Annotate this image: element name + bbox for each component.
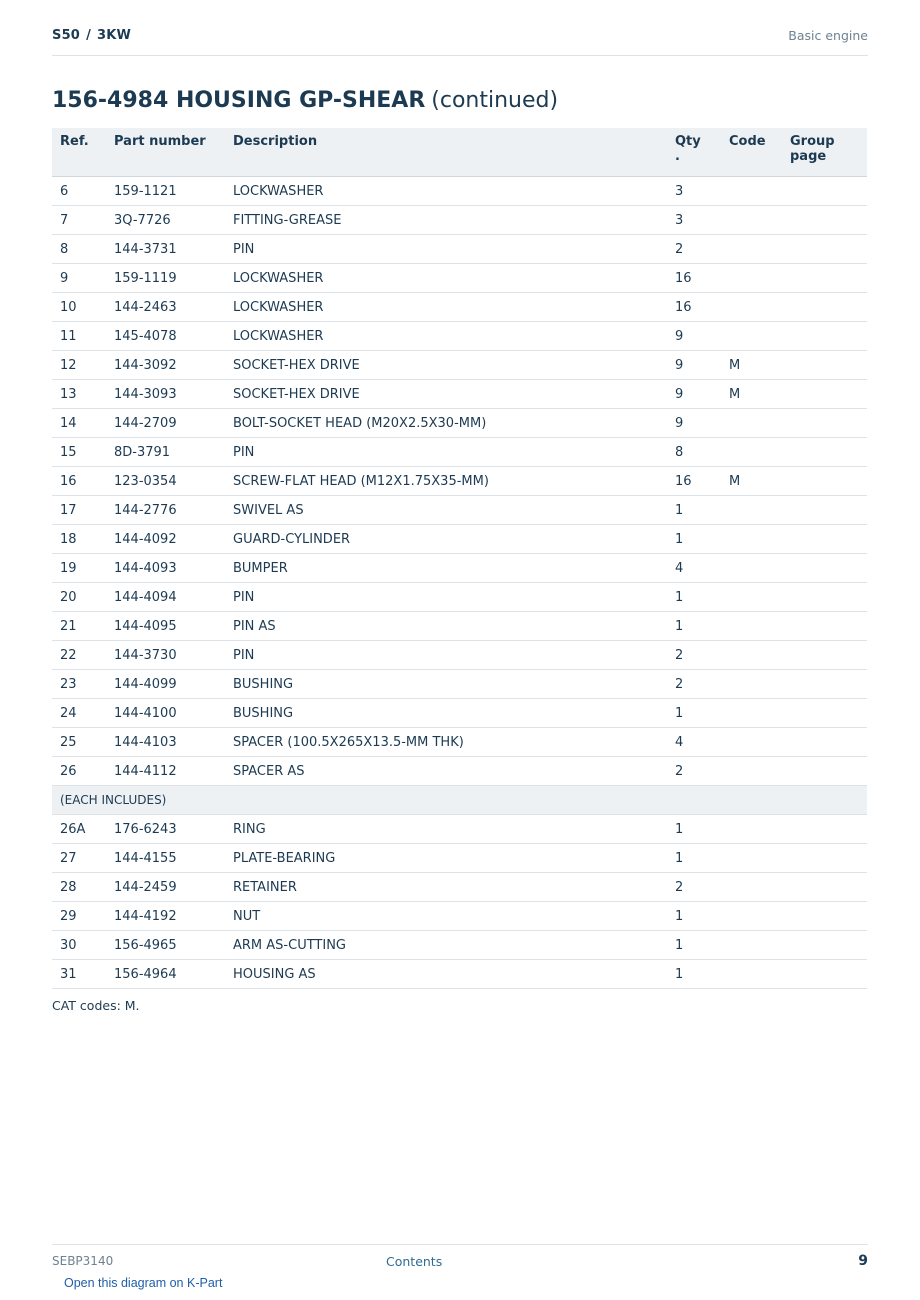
cell-part-number: 156-4965 (106, 931, 225, 960)
cell-part-number: 144-3093 (106, 380, 225, 409)
table-row (52, 815, 867, 844)
cell-code (721, 496, 782, 525)
cell-code (721, 525, 782, 554)
cell-code (721, 264, 782, 293)
title-suffix: (continued) (431, 88, 559, 113)
parts-table (52, 128, 867, 989)
cell-code (721, 583, 782, 612)
cell-part-number: 144-4099 (106, 670, 225, 699)
cell-qty: 4 (667, 554, 721, 583)
cell-code (721, 670, 782, 699)
table-row (52, 380, 867, 409)
cell-description: SWIVEL AS (225, 496, 667, 525)
cell-part-number: 144-4100 (106, 699, 225, 728)
table-row (52, 844, 867, 873)
cell-group-page (782, 699, 867, 728)
cell-qty: 9 (667, 409, 721, 438)
cell-ref: 26 (52, 757, 106, 786)
col-header-qty-label: Qty . (675, 134, 701, 164)
cell-ref: 29 (52, 902, 106, 931)
table-row (52, 931, 867, 960)
cell-group-page (782, 728, 867, 757)
cell-group-page (782, 177, 867, 206)
cell-code (721, 293, 782, 322)
cell-qty: 9 (667, 380, 721, 409)
table-row (52, 322, 867, 351)
cell-part-number: 8D-3791 (106, 438, 225, 467)
cell-part-number: 144-4092 (106, 525, 225, 554)
cell-description: ARM AS-CUTTING (225, 931, 667, 960)
cell-group-page (782, 409, 867, 438)
cell-qty: 2 (667, 873, 721, 902)
cell-description: RETAINER (225, 873, 667, 902)
page-title (52, 88, 558, 113)
cell-ref: 9 (52, 264, 106, 293)
cell-part-number: 144-2463 (106, 293, 225, 322)
subgroup-header-row (52, 786, 867, 815)
cell-code (721, 815, 782, 844)
table-row (52, 757, 867, 786)
cell-code (721, 554, 782, 583)
cell-part-number: 144-3092 (106, 351, 225, 380)
cell-ref: 16 (52, 467, 106, 496)
table-row (52, 873, 867, 902)
col-header-part-number: Part number (106, 128, 225, 177)
cell-code (721, 873, 782, 902)
cell-group-page (782, 496, 867, 525)
cell-code (721, 699, 782, 728)
cell-description: SOCKET-HEX DRIVE (225, 351, 667, 380)
cell-group-page (782, 351, 867, 380)
cell-qty: 1 (667, 699, 721, 728)
cell-part-number: 144-3731 (106, 235, 225, 264)
cell-description: BUSHING (225, 670, 667, 699)
cell-group-page (782, 322, 867, 351)
cell-description: PIN (225, 438, 667, 467)
cell-description: LOCKWASHER (225, 293, 667, 322)
cell-description: PIN (225, 583, 667, 612)
cell-ref: 11 (52, 322, 106, 351)
cell-description: BUMPER (225, 554, 667, 583)
model-serial (52, 28, 131, 43)
cell-qty: 9 (667, 322, 721, 351)
cell-code (721, 844, 782, 873)
cell-part-number: 123-0354 (106, 467, 225, 496)
cell-description: PLATE-BEARING (225, 844, 667, 873)
cell-part-number: 144-2459 (106, 873, 225, 902)
cell-qty: 16 (667, 467, 721, 496)
cell-group-page (782, 235, 867, 264)
cell-qty: 2 (667, 670, 721, 699)
cell-code (721, 235, 782, 264)
cell-ref: 28 (52, 873, 106, 902)
table-header-row (52, 128, 867, 177)
cell-part-number: 144-4192 (106, 902, 225, 931)
cell-qty: 1 (667, 525, 721, 554)
cell-description: LOCKWASHER (225, 264, 667, 293)
cell-part-number: 144-2776 (106, 496, 225, 525)
cell-ref: 17 (52, 496, 106, 525)
cell-ref: 21 (52, 612, 106, 641)
cell-code (721, 206, 782, 235)
cell-group-page (782, 525, 867, 554)
cell-qty: 2 (667, 641, 721, 670)
cell-part-number: 3Q-7726 (106, 206, 225, 235)
cell-part-number: 159-1121 (106, 177, 225, 206)
cell-ref: 12 (52, 351, 106, 380)
cell-code (721, 438, 782, 467)
cell-description: SOCKET-HEX DRIVE (225, 380, 667, 409)
cell-group-page (782, 902, 867, 931)
cell-code: M (721, 380, 782, 409)
cell-code (721, 757, 782, 786)
cell-part-number: 144-4103 (106, 728, 225, 757)
parts-rows-main (52, 177, 867, 786)
cell-qty: 1 (667, 496, 721, 525)
parts-subgroup (52, 786, 867, 815)
cell-group-page (782, 206, 867, 235)
col-header-code: Code (721, 128, 782, 177)
cell-description: BUSHING (225, 699, 667, 728)
cell-group-page (782, 844, 867, 873)
cell-ref: 13 (52, 380, 106, 409)
cell-part-number: 144-4094 (106, 583, 225, 612)
cell-qty: 1 (667, 902, 721, 931)
cell-description: SCREW-FLAT HEAD (M12X1.75X35-MM) (225, 467, 667, 496)
cell-ref: 22 (52, 641, 106, 670)
cell-ref: 30 (52, 931, 106, 960)
table-row (52, 902, 867, 931)
model-separator: / (86, 28, 92, 43)
table-row (52, 177, 867, 206)
model-name: S50 (52, 28, 81, 43)
cell-group-page (782, 815, 867, 844)
cell-description: GUARD-CYLINDER (225, 525, 667, 554)
cell-part-number: 156-4964 (106, 960, 225, 989)
cell-ref: 25 (52, 728, 106, 757)
cell-code (721, 322, 782, 351)
open-diagram-kpart-link[interactable]: Open this diagram on K-Part (64, 1276, 223, 1290)
table-row (52, 264, 867, 293)
table-row (52, 496, 867, 525)
table-row (52, 206, 867, 235)
cell-group-page (782, 612, 867, 641)
cell-part-number: 144-4112 (106, 757, 225, 786)
table-row (52, 293, 867, 322)
col-header-group-page-label: Group page (790, 134, 835, 164)
table-row (52, 583, 867, 612)
part-group-title: 156-4984 HOUSING GP-SHEAR (52, 88, 426, 113)
cell-part-number: 159-1119 (106, 264, 225, 293)
cell-ref: 24 (52, 699, 106, 728)
table-row (52, 728, 867, 757)
table-row (52, 641, 867, 670)
cell-qty: 1 (667, 583, 721, 612)
cell-ref: 26A (52, 815, 106, 844)
cell-qty: 2 (667, 757, 721, 786)
cell-description: FITTING-GREASE (225, 206, 667, 235)
cell-description: PIN (225, 641, 667, 670)
table-row (52, 409, 867, 438)
cell-code (721, 409, 782, 438)
col-header-qty (667, 128, 721, 177)
cell-group-page (782, 438, 867, 467)
cell-description: RING (225, 815, 667, 844)
cell-group-page (782, 583, 867, 612)
cell-ref: 19 (52, 554, 106, 583)
serial-prefix: 3KW (97, 28, 132, 43)
cell-description: NUT (225, 902, 667, 931)
table-row (52, 670, 867, 699)
cell-code: M (721, 351, 782, 380)
cell-ref: 31 (52, 960, 106, 989)
table-row (52, 554, 867, 583)
cell-part-number: 176-6243 (106, 815, 225, 844)
cell-ref: 23 (52, 670, 106, 699)
cell-qty: 16 (667, 293, 721, 322)
cell-qty: 9 (667, 351, 721, 380)
cell-description: BOLT-SOCKET HEAD (M20X2.5X30-MM) (225, 409, 667, 438)
cell-ref: 20 (52, 583, 106, 612)
table-row (52, 612, 867, 641)
cell-part-number: 144-2709 (106, 409, 225, 438)
col-header-group-page (782, 128, 867, 177)
cell-description: HOUSING AS (225, 960, 667, 989)
cell-group-page (782, 873, 867, 902)
cell-ref: 10 (52, 293, 106, 322)
cell-description: PIN AS (225, 612, 667, 641)
cell-code (721, 960, 782, 989)
cell-part-number: 144-4155 (106, 844, 225, 873)
cell-part-number: 144-4093 (106, 554, 225, 583)
cell-qty: 16 (667, 264, 721, 293)
document-id: SEBP3140 (52, 1254, 114, 1268)
cell-code (721, 931, 782, 960)
cell-description: LOCKWASHER (225, 177, 667, 206)
cell-description: SPACER (100.5X265X13.5-MM THK) (225, 728, 667, 757)
cell-code (721, 612, 782, 641)
parts-rows-sub (52, 815, 867, 989)
cell-group-page (782, 467, 867, 496)
cell-group-page (782, 757, 867, 786)
cell-part-number: 144-3730 (106, 641, 225, 670)
cell-qty: 8 (667, 438, 721, 467)
cell-part-number: 144-4095 (106, 612, 225, 641)
cell-code: M (721, 467, 782, 496)
subgroup-label: (EACH INCLUDES) (52, 786, 867, 815)
cell-ref: 7 (52, 206, 106, 235)
cell-ref: 18 (52, 525, 106, 554)
page-footer (52, 1244, 868, 1275)
cell-description: LOCKWASHER (225, 322, 667, 351)
cell-qty: 1 (667, 612, 721, 641)
col-header-description: Description (225, 128, 667, 177)
cell-qty: 4 (667, 728, 721, 757)
cell-group-page (782, 264, 867, 293)
cell-code (721, 902, 782, 931)
cell-group-page (782, 641, 867, 670)
cell-group-page (782, 293, 867, 322)
col-header-ref: Ref. (52, 128, 106, 177)
cell-code (721, 177, 782, 206)
cell-qty: 1 (667, 815, 721, 844)
cell-description: PIN (225, 235, 667, 264)
table-row (52, 525, 867, 554)
cell-ref: 15 (52, 438, 106, 467)
cell-ref: 8 (52, 235, 106, 264)
table-row (52, 699, 867, 728)
cell-description: SPACER AS (225, 757, 667, 786)
table-row (52, 351, 867, 380)
cell-code (721, 641, 782, 670)
cell-qty: 3 (667, 177, 721, 206)
page-header (52, 28, 868, 56)
cell-group-page (782, 380, 867, 409)
cell-group-page (782, 931, 867, 960)
cell-qty: 1 (667, 960, 721, 989)
contents-link[interactable]: Contents (386, 1254, 443, 1269)
cell-group-page (782, 670, 867, 699)
cell-group-page (782, 960, 867, 989)
cell-group-page (782, 554, 867, 583)
table-row (52, 235, 867, 264)
page-number: 9 (858, 1253, 868, 1269)
cell-ref: 6 (52, 177, 106, 206)
cell-qty: 3 (667, 206, 721, 235)
cell-ref: 14 (52, 409, 106, 438)
table-row (52, 467, 867, 496)
cell-qty: 1 (667, 844, 721, 873)
table-row (52, 438, 867, 467)
cell-code (721, 728, 782, 757)
section-name: Basic engine (788, 28, 868, 43)
table-row (52, 960, 867, 989)
cell-qty: 1 (667, 931, 721, 960)
cell-qty: 2 (667, 235, 721, 264)
cat-codes-note: CAT codes: M. (52, 998, 140, 1013)
cell-ref: 27 (52, 844, 106, 873)
cell-part-number: 145-4078 (106, 322, 225, 351)
